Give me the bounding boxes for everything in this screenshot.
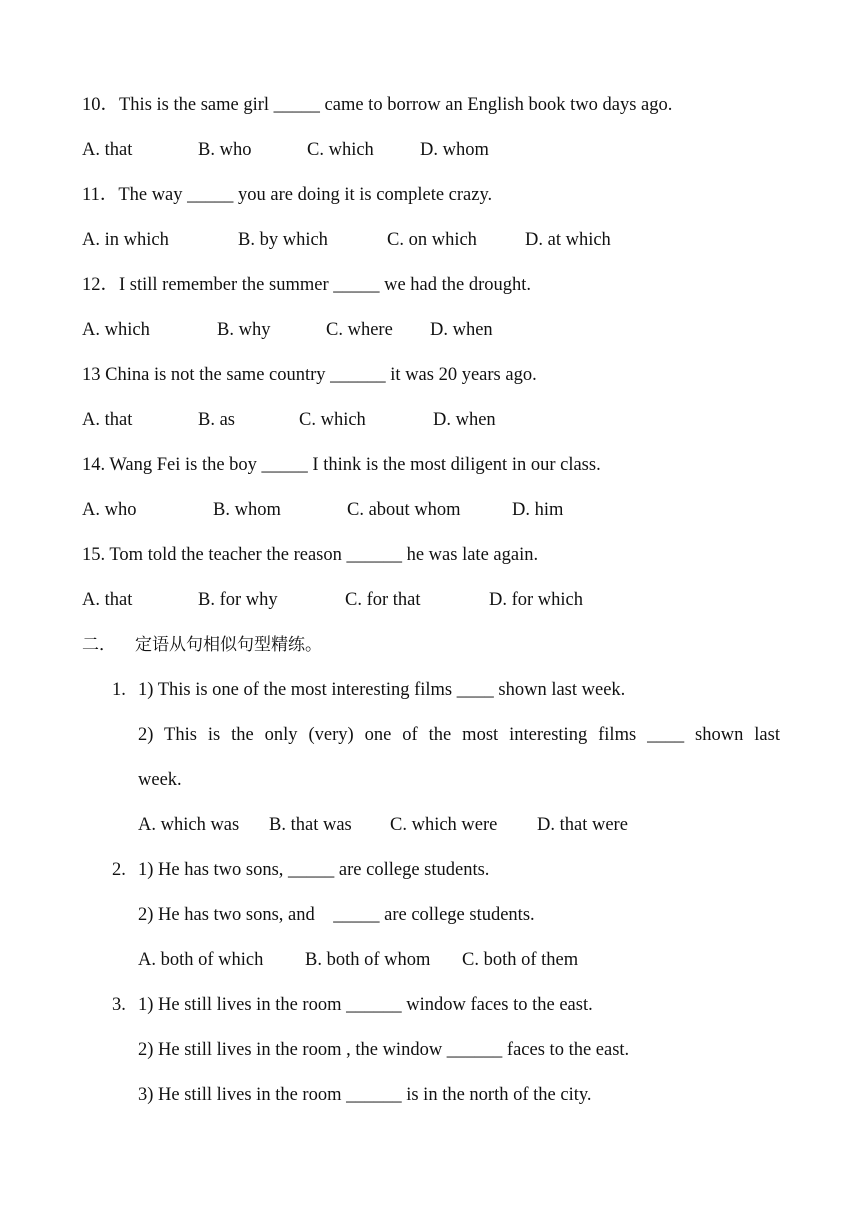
item-1-sentence-2-continued: week.: [138, 770, 182, 790]
item-1-option-d: D. that were: [537, 815, 628, 835]
item-3-sentence-1: 1) He still lives in the room ______ window faces to the east.: [138, 995, 593, 1015]
item-2-option-a: A. both of which: [138, 950, 264, 970]
item-1-option-b: B. that was: [269, 815, 352, 835]
q13-option-c: C. which: [299, 410, 366, 430]
q15-option-c: C. for that: [345, 590, 421, 610]
q15-option-b: B. for why: [198, 590, 278, 610]
q14-option-a: A. who: [82, 500, 137, 520]
question-15-stem: 15. Tom told the teacher the reason ______ he was late again.: [82, 545, 539, 565]
q11-option-c: C. on which: [387, 230, 477, 250]
item-2-option-b: B. both of whom: [305, 950, 431, 970]
question-11-stem: 11．The way _____ you are doing it is complete crazy.: [82, 185, 493, 205]
q14-option-d: D. him: [512, 500, 564, 520]
q10-option-c: C. which: [307, 140, 374, 160]
item-2-number: 2.: [112, 860, 126, 880]
question-13-stem: 13 China is not the same country ______ it was 20 years ago.: [82, 365, 537, 385]
q10-option-b: B. who: [198, 140, 252, 160]
item-2-sentence-1: 1) He has two sons, _____ are college students.: [138, 860, 490, 880]
section-2-number: 二．: [82, 635, 116, 655]
q12-option-b: B. why: [217, 320, 271, 340]
item-1-option-c: C. which were: [390, 815, 498, 835]
q10-option-a: A. that: [82, 140, 133, 160]
item-1-option-a: A. which was: [138, 815, 240, 835]
item-3-sentence-2: 2) He still lives in the room , the window ______ faces to the east.: [138, 1040, 630, 1060]
q11-option-a: A. in which: [82, 230, 169, 250]
q11-option-d: D. at which: [525, 230, 611, 250]
item-1-number: 1.: [112, 680, 126, 700]
q15-option-a: A. that: [82, 590, 133, 610]
question-12-stem: 12．I still remember the summer _____ we had the drought.: [82, 275, 532, 295]
question-14-stem: 14. Wang Fei is the boy _____ I think is the most diligent in our class.: [82, 455, 601, 475]
item-3-number: 3.: [112, 995, 126, 1015]
q14-option-c: C. about whom: [347, 500, 461, 520]
q13-option-a: A. that: [82, 410, 133, 430]
q12-option-a: A. which: [82, 320, 150, 340]
q12-option-c: C. where: [326, 320, 393, 340]
q13-option-d: D. when: [433, 410, 496, 430]
item-2-option-c: C. both of them: [462, 950, 579, 970]
q11-option-b: B. by which: [238, 230, 328, 250]
q14-option-b: B. whom: [213, 500, 281, 520]
q12-option-d: D. when: [430, 320, 493, 340]
question-10-stem: 10．This is the same girl _____ came to borrow an English book two days ago.: [82, 95, 673, 115]
item-2-sentence-2: 2) He has two sons, and _____ are college students.: [138, 905, 535, 925]
item-3-sentence-3: 3) He still lives in the room ______ is in the north of the city.: [138, 1085, 592, 1105]
q13-option-b: B. as: [198, 410, 235, 430]
q15-option-d: D. for which: [489, 590, 584, 610]
q10-option-d: D. whom: [420, 140, 489, 160]
item-1-sentence-2: 2) This is the only (very) one of the most interesting films ____ shown last: [138, 725, 780, 745]
item-1-sentence-1: 1) This is one of the most interesting films ____ shown last week.: [138, 680, 626, 700]
section-2-title: 定语从句相似句型精练。: [135, 635, 322, 655]
